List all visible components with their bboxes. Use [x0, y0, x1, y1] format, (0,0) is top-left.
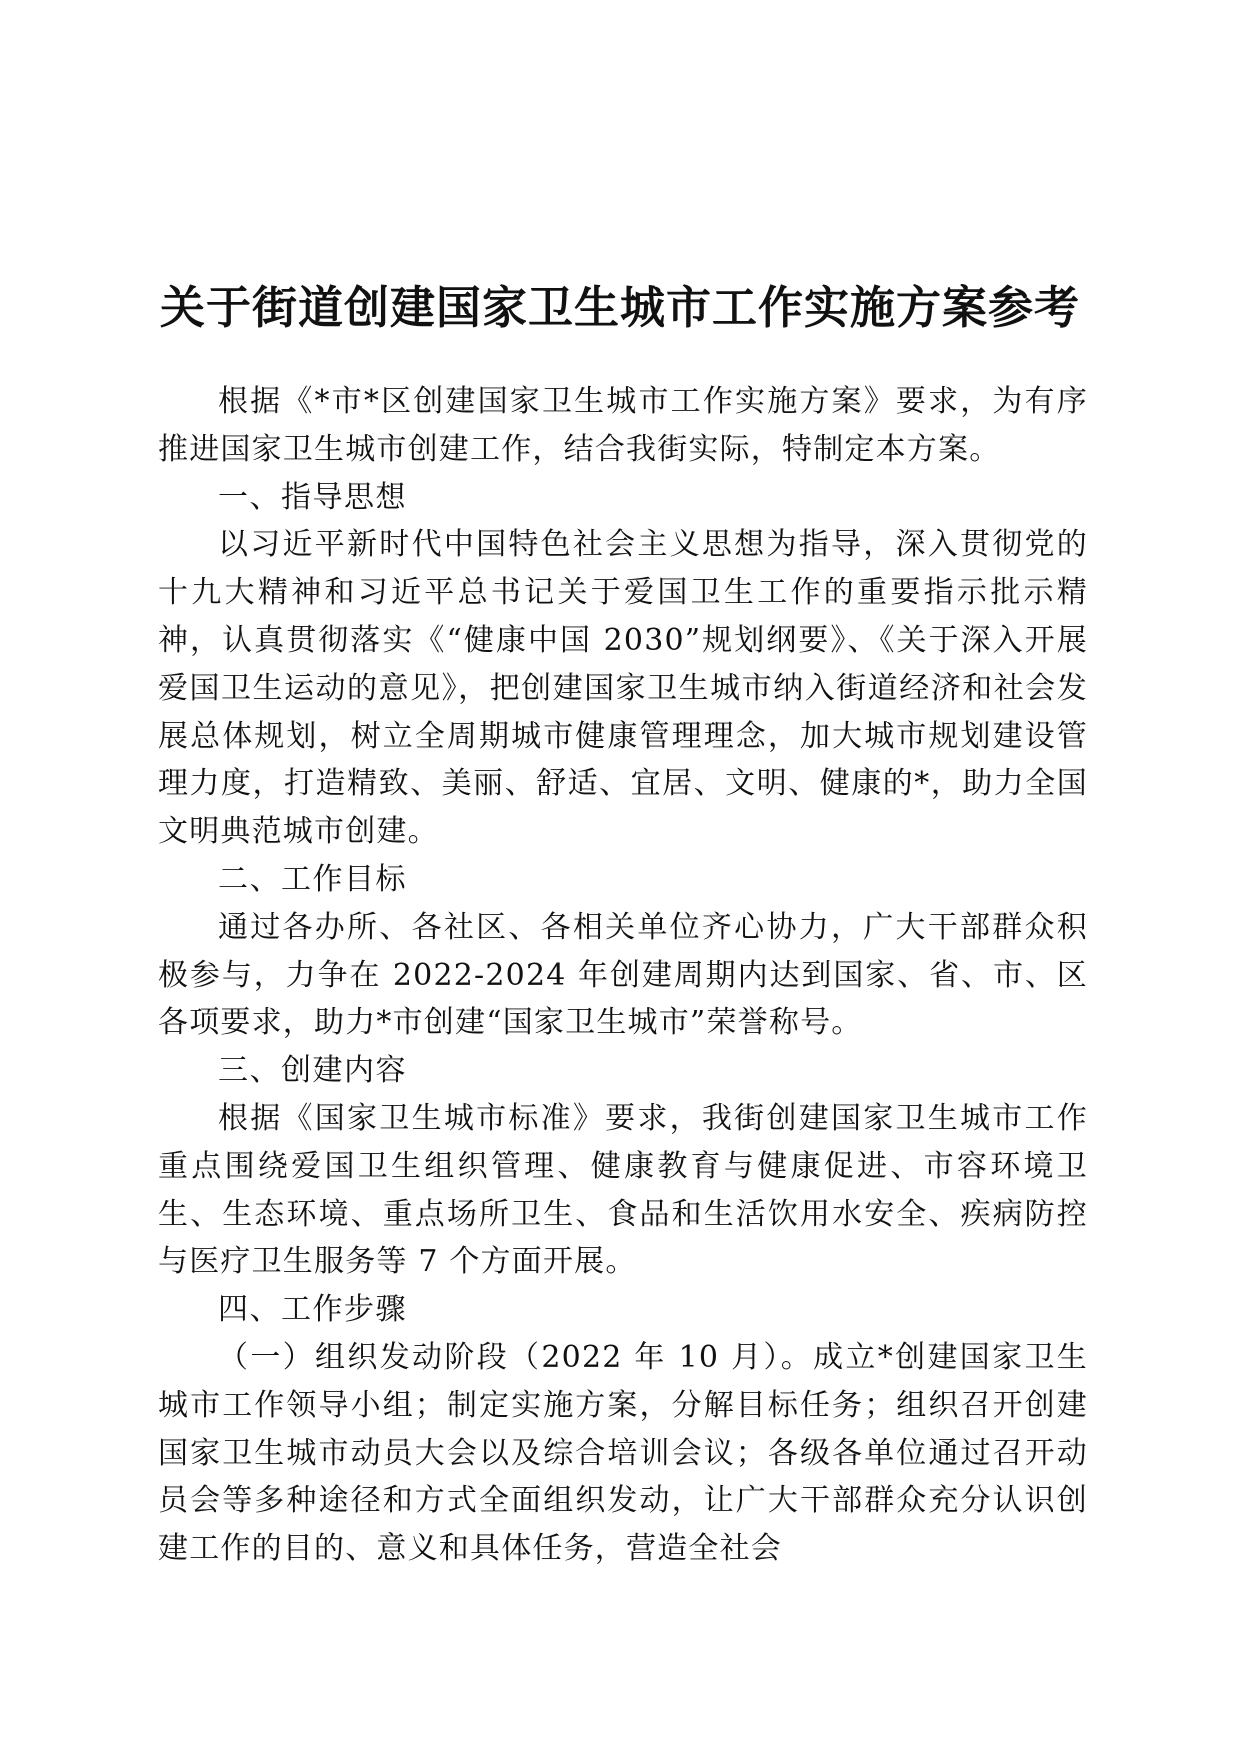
section-heading-work-goals: 二、工作目标	[218, 861, 407, 897]
intro-paragraph: 根据《*市*区创建国家卫生城市工作实施方案》要求，为有序推进国家卫生城市创建工作，结合我街实际，特制定本方案。	[158, 384, 1088, 467]
creation-content-paragraph: 根据《国家卫生城市标准》要求，我街创建国家卫生城市工作重点围绕爱国卫生组织管理、健康教育与健康促进、市容环境卫生、生态环境、重点场所卫生、食品和生活饮用水安全、疾病防控与医疗卫生服务等 7 个方面开展。	[158, 1100, 1088, 1280]
work-steps-paragraph: （一）组织发动阶段（2022 年 10 月）。成立*创建国家卫生城市工作领导小组；制定实施方案，分解目标任务；组织召开创建国家卫生城市动员大会以及综合培训会议；各级各单位通过召开动员会等多种途径和方式全面组织发动，让广大干部群众充分认识创建工作的目的、意义和具体任务，营造全社会	[158, 1339, 1088, 1567]
guiding-ideology-paragraph: 以习近平新时代中国特色社会主义思想为指导，深入贯彻党的十九大精神和习近平总书记关于爱国卫生工作的重要指示批示精神，认真贯彻落实《“健康中国 2030”规划纲要》、《关于深入开展爱国卫生运动的意见》，把创建国家卫生城市纳入街道经济和社会发展总体规划，树立全周期城市健康管理理念，加大城市规划建设管理力度，打造精致、美丽、舒适、宜居、文明、健康的*，助力全国文明典范城市创建。	[158, 527, 1088, 850]
section-heading-creation-content: 三、创建内容	[218, 1053, 407, 1089]
document-body	[158, 378, 1088, 1573]
section-heading-work-steps: 四、工作步骤	[218, 1292, 407, 1328]
work-goals-paragraph: 通过各办所、各社区、各相关单位齐心协力，广大干部群众积极参与，力争在 2022-2024 年创建周期内达到国家、省、市、区各项要求，助力*市创建“国家卫生城市”荣誉称号。	[158, 909, 1088, 1041]
section-heading-guiding-ideology: 一、指导思想	[218, 479, 407, 515]
document-title: 关于街道创建国家卫生城市工作实施方案参考	[159, 281, 1080, 335]
